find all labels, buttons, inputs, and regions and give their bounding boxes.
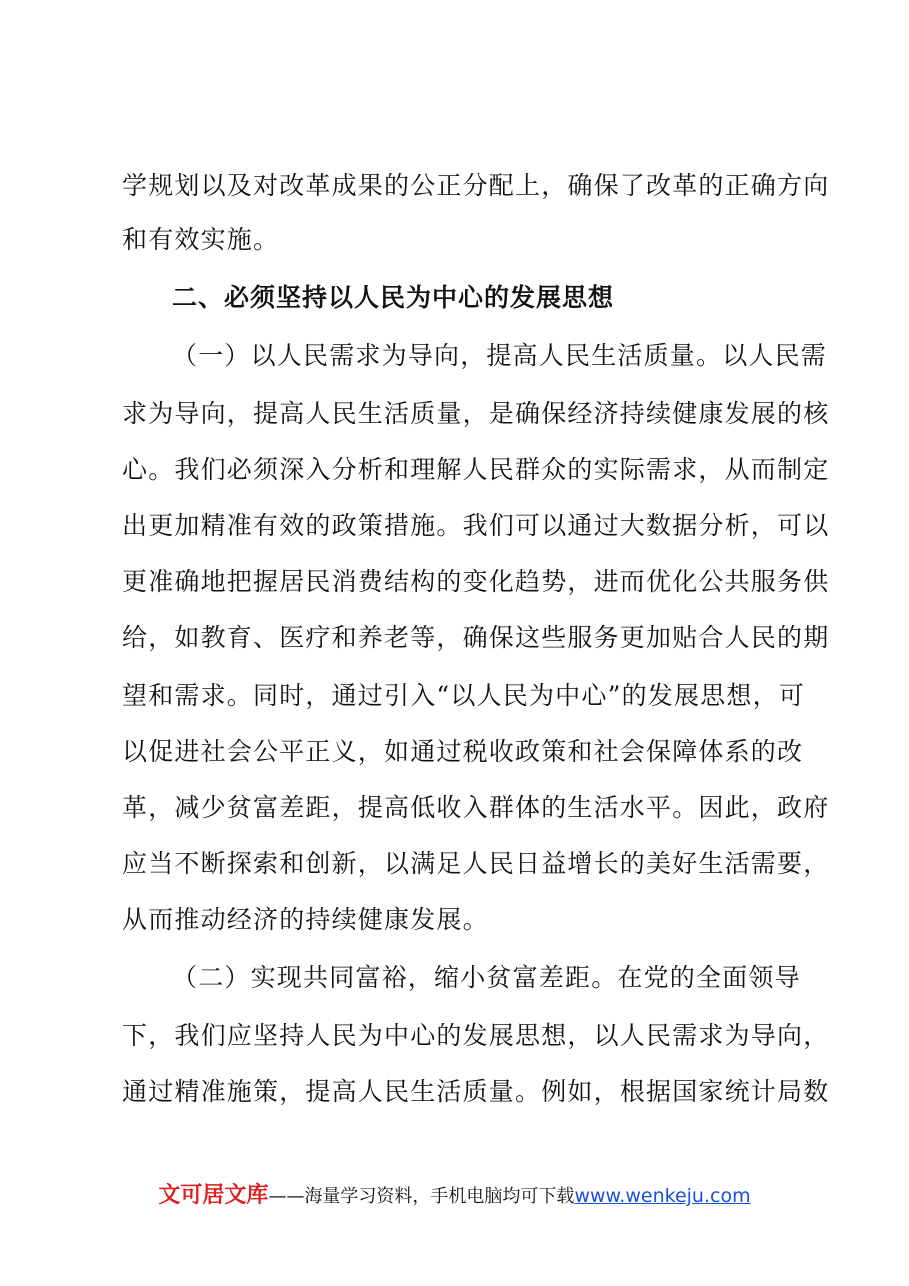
paragraph-line: 以促进社会公平正义，如通过税收政策和社会保障体系的改 [122,737,804,766]
section-heading: 二、必须坚持以人民为中心的发展思想 [172,283,615,312]
paragraph-line: 求为导向，提高人民生活质量，是确保经济持续健康发展的核 [122,399,830,428]
footer-tagline: ——海量学习资料，手机电脑均可下载 [268,1186,575,1207]
paragraph-line: 给，如教育、医疗和养老等，确保这些服务更加贴合人民的期 [122,623,830,652]
paragraph-line: 学规划以及对改革成果的公正分配上，确保了改革的正确方向 [122,171,830,200]
footer-brand: 文可居文库 [158,1183,269,1208]
paragraph-line: 下，我们应坚持人民为中心的发展思想，以人民需求为导向， [122,1021,830,1050]
paragraph-line: 从而推动经济的持续健康发展。 [122,905,489,934]
paragraph-line: 通过精准施策，提高人民生活质量。例如，根据国家统计局数 [122,1077,830,1106]
paragraph-line: 和有效实施。 [122,225,280,254]
paragraph-line: （一）以人民需求为导向，提高人民生活质量。以人民需 [172,341,828,370]
footer-link[interactable]: www.wenkeju.com [574,1185,751,1207]
paragraph-line: 革，减少贫富差距，提高低收入群体的生活水平。因此，政府 [122,793,830,822]
paragraph-line: 应当不断探索和创新，以满足人民日益增长的美好生活需要， [122,849,830,878]
paragraph-line: （二）实现共同富裕，缩小贫富差距。在党的全面领导 [172,963,801,992]
paragraph-line: 出更加精准有效的政策措施。我们可以通过大数据分析，可以 [122,511,830,540]
footer-banner [0,1181,909,1211]
paragraph-line: 更准确地把握居民消费结构的变化趋势，进而优化公共服务供 [122,567,830,596]
paragraph-line: 心。我们必须深入分析和理解人民群众的实际需求，从而制定 [122,455,830,484]
paragraph-line: 望和需求。同时，通过引入“以人民为中心”的发展思想，可 [122,681,805,710]
